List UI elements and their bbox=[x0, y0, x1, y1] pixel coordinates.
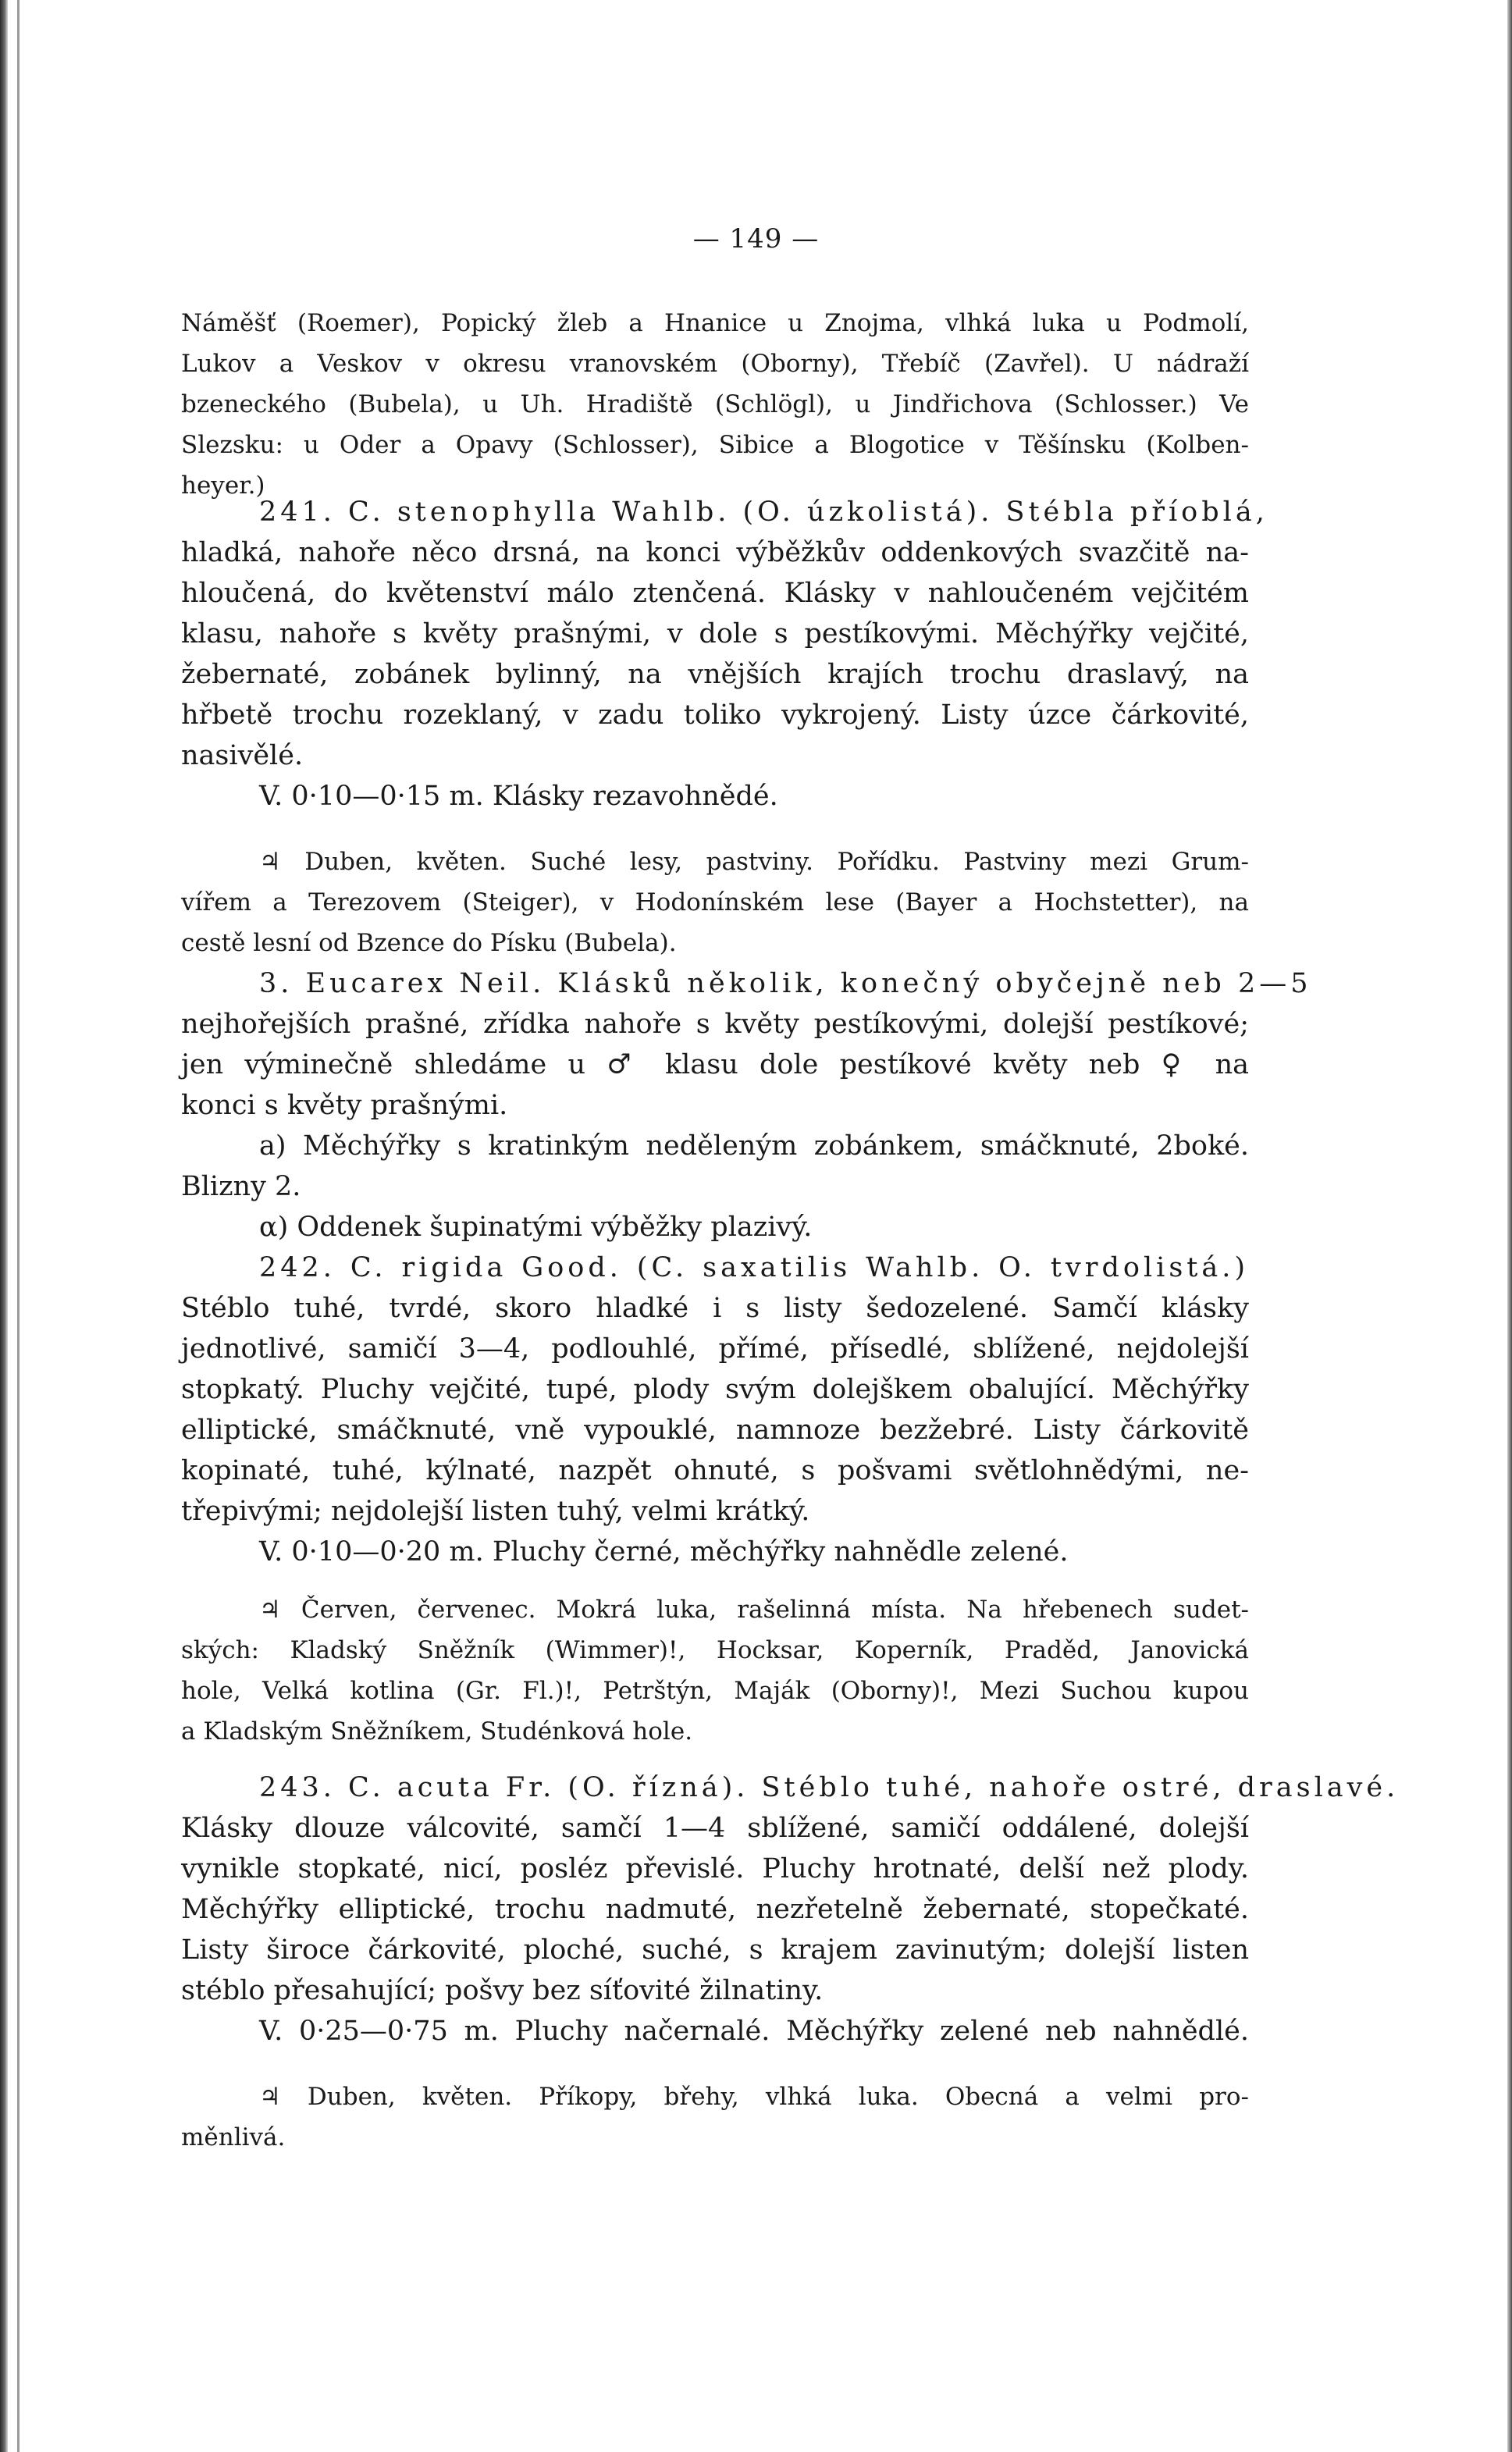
text-line: měnlivá. bbox=[181, 2123, 286, 2151]
text-line: nejhořejších prašné, zřídka nahoře s květy pestíkovými, dolejší pestíkové; bbox=[181, 1009, 1249, 1040]
text-line: hole, Velká kotlina (Gr. Fl.)!, Petrštýn, Maják (Oborny)!, Mezi Suchou kupou bbox=[181, 1677, 1249, 1705]
text-line: Blizny 2. bbox=[181, 1171, 301, 1202]
text-line: a) Měchýřky s kratinkým neděleným zobánkem, smáčknuté, 2boké. bbox=[259, 1130, 1249, 1162]
text-line: Listy široce čárkovité, ploché, suché, s krajem zavinutým; dolejší listen bbox=[181, 1934, 1249, 1966]
text-line: jednotlivé, samičí 3—4, podlouhlé, přímé, přísedlé, sblížené, nejdolejší bbox=[181, 1333, 1249, 1365]
text-line: 241. C. stenophylla Wahlb. (O. úzkolistá). Stébla příoblá, bbox=[259, 496, 1268, 528]
text-line: hřbetě trochu rozeklaný, v zadu toliko vykrojený. Listy úzce čárkovité, bbox=[181, 699, 1249, 731]
text-line: hloučená, do květenství málo ztenčená. Klásky v nahloučeném vejčitém bbox=[181, 578, 1249, 609]
text-line: a Kladským Sněžníkem, Studénková hole. bbox=[181, 1717, 693, 1746]
paragraph-block bbox=[181, 492, 1268, 817]
text-line: 3. Eucarex Neil. Klásků několik, konečný obyčejně neb 2—5 bbox=[259, 968, 1312, 999]
text-line: klasu, nahoře s květy prašnými, v dole s pestíkovými. Měchýřky vejčité, bbox=[181, 618, 1249, 649]
text-line: stopkatý. Pluchy vejčité, tupé, plody svým dolejškem obalující. Měchýřky bbox=[181, 1374, 1249, 1405]
paragraph-block bbox=[181, 303, 1249, 506]
text-line: žebernaté, zobánek bylinný, na vnějších krajích trochu draslavý, na bbox=[181, 659, 1249, 690]
text-line: nasivělé. bbox=[181, 740, 304, 771]
paragraph-block bbox=[181, 842, 1249, 963]
text-line: V. 0·10—0·20 m. Pluchy černé, měchýřky nahnědle zelené. bbox=[259, 1536, 1069, 1568]
text-line: α) Oddenek šupinatými výběžky plazivý. bbox=[259, 1212, 813, 1243]
text-line: Lukov a Veskov v okresu vranovském (Oborny), Třebíč (Zavřel). U nádraží bbox=[181, 350, 1249, 378]
text-line: konci s květy prašnými. bbox=[181, 1090, 508, 1121]
text-line: Slezsku: u Oder a Opavy (Schlosser), Sibice a Blogotice v Těšínsku (Kolben- bbox=[181, 431, 1249, 459]
text-line: ♃ Duben, květen. Příkopy, břehy, vlhká luka. Obecná a velmi pro- bbox=[259, 2083, 1249, 2111]
text-line: Stéblo tuhé, tvrdé, skoro hladké i s listy šedozelené. Samčí klásky bbox=[181, 1293, 1249, 1324]
scan-edge-left bbox=[0, 0, 8, 2452]
text-line: vynikle stopkaté, nicí, posléz převislé. Pluchy hrotnaté, delší než plody. bbox=[181, 1853, 1249, 1884]
text-line: bzeneckého (Bubela), u Uh. Hradiště (Schlögl), u Jindřichova (Schlosser.) Ve bbox=[181, 390, 1249, 418]
scan-edge-right bbox=[1507, 0, 1512, 2452]
text-line: ♃ Červen, červenec. Mokrá luka, rašelinná místa. Na hřebenech sudet- bbox=[259, 1596, 1249, 1624]
text-line: V. 0·10—0·15 m. Klásky rezavohnědé. bbox=[259, 781, 778, 812]
text-line: třepivými; nejdolejší listen tuhý, velmi krátký. bbox=[181, 1496, 810, 1527]
text-line: Měchýřky elliptické, trochu nadmuté, nezřetelně žebernaté, stopečkaté. bbox=[181, 1894, 1249, 1925]
text-line: Klásky dlouze válcovité, samčí 1—4 sblížené, samičí oddálené, dolejší bbox=[181, 1813, 1249, 1844]
paragraph-block bbox=[181, 1589, 1249, 1752]
text-line: stéblo přesahující; pošvy bez síťovité žilnatiny. bbox=[181, 1975, 824, 2006]
paragraph-block bbox=[181, 963, 1312, 1572]
scan-edge-line bbox=[17, 0, 20, 2452]
paragraph-block bbox=[181, 2077, 1249, 2158]
text-line: vířem a Terezovem (Steiger), v Hodonínském lese (Bayer a Hochstetter), na bbox=[181, 888, 1249, 916]
text-line: V. 0·25—0·75 m. Pluchy načernalé. Měchýřky zelené neb nahnědlé. bbox=[259, 2016, 1249, 2047]
page-number: — 149 — bbox=[692, 223, 820, 254]
text-line: elliptické, smáčknuté, vně vypouklé, namnoze bezžebré. Listy čárkovitě bbox=[181, 1415, 1249, 1446]
text-line: ských: Kladský Sněžník (Wimmer)!, Hocksar, Koperník, Praděd, Janovická bbox=[181, 1636, 1249, 1664]
text-line: 242. C. rigida Good. (C. saxatilis Wahlb. O. tvrdolistá.) bbox=[259, 1252, 1249, 1283]
text-line: ♃ Duben, květen. Suché lesy, pastviny. Pořídku. Pastviny mezi Grum- bbox=[259, 848, 1249, 876]
text-line: kopinaté, tuhé, kýlnaté, nazpět ohnuté, s pošvami světlohnědými, ne- bbox=[181, 1455, 1249, 1486]
text-line: cestě lesní od Bzence do Písku (Bubela). bbox=[181, 929, 677, 957]
text-line: hladká, nahoře něco drsná, na konci výběžkův oddenkových svazčitě na- bbox=[181, 537, 1249, 568]
text-line: heyer.) bbox=[181, 472, 265, 500]
paragraph-block bbox=[181, 1767, 1400, 2052]
text-line: jen výminečně shledáme u ♂ klasu dole pestíkové květy neb ♀ na bbox=[181, 1049, 1249, 1080]
text-line: Náměšť (Roemer), Popický žleb a Hnanice u Znojma, vlhká luka u Podmolí, bbox=[181, 309, 1249, 337]
text-line: 243. C. acuta Fr. (O. řízná). Stéblo tuhé, nahoře ostré, draslavé. bbox=[259, 1772, 1400, 1803]
